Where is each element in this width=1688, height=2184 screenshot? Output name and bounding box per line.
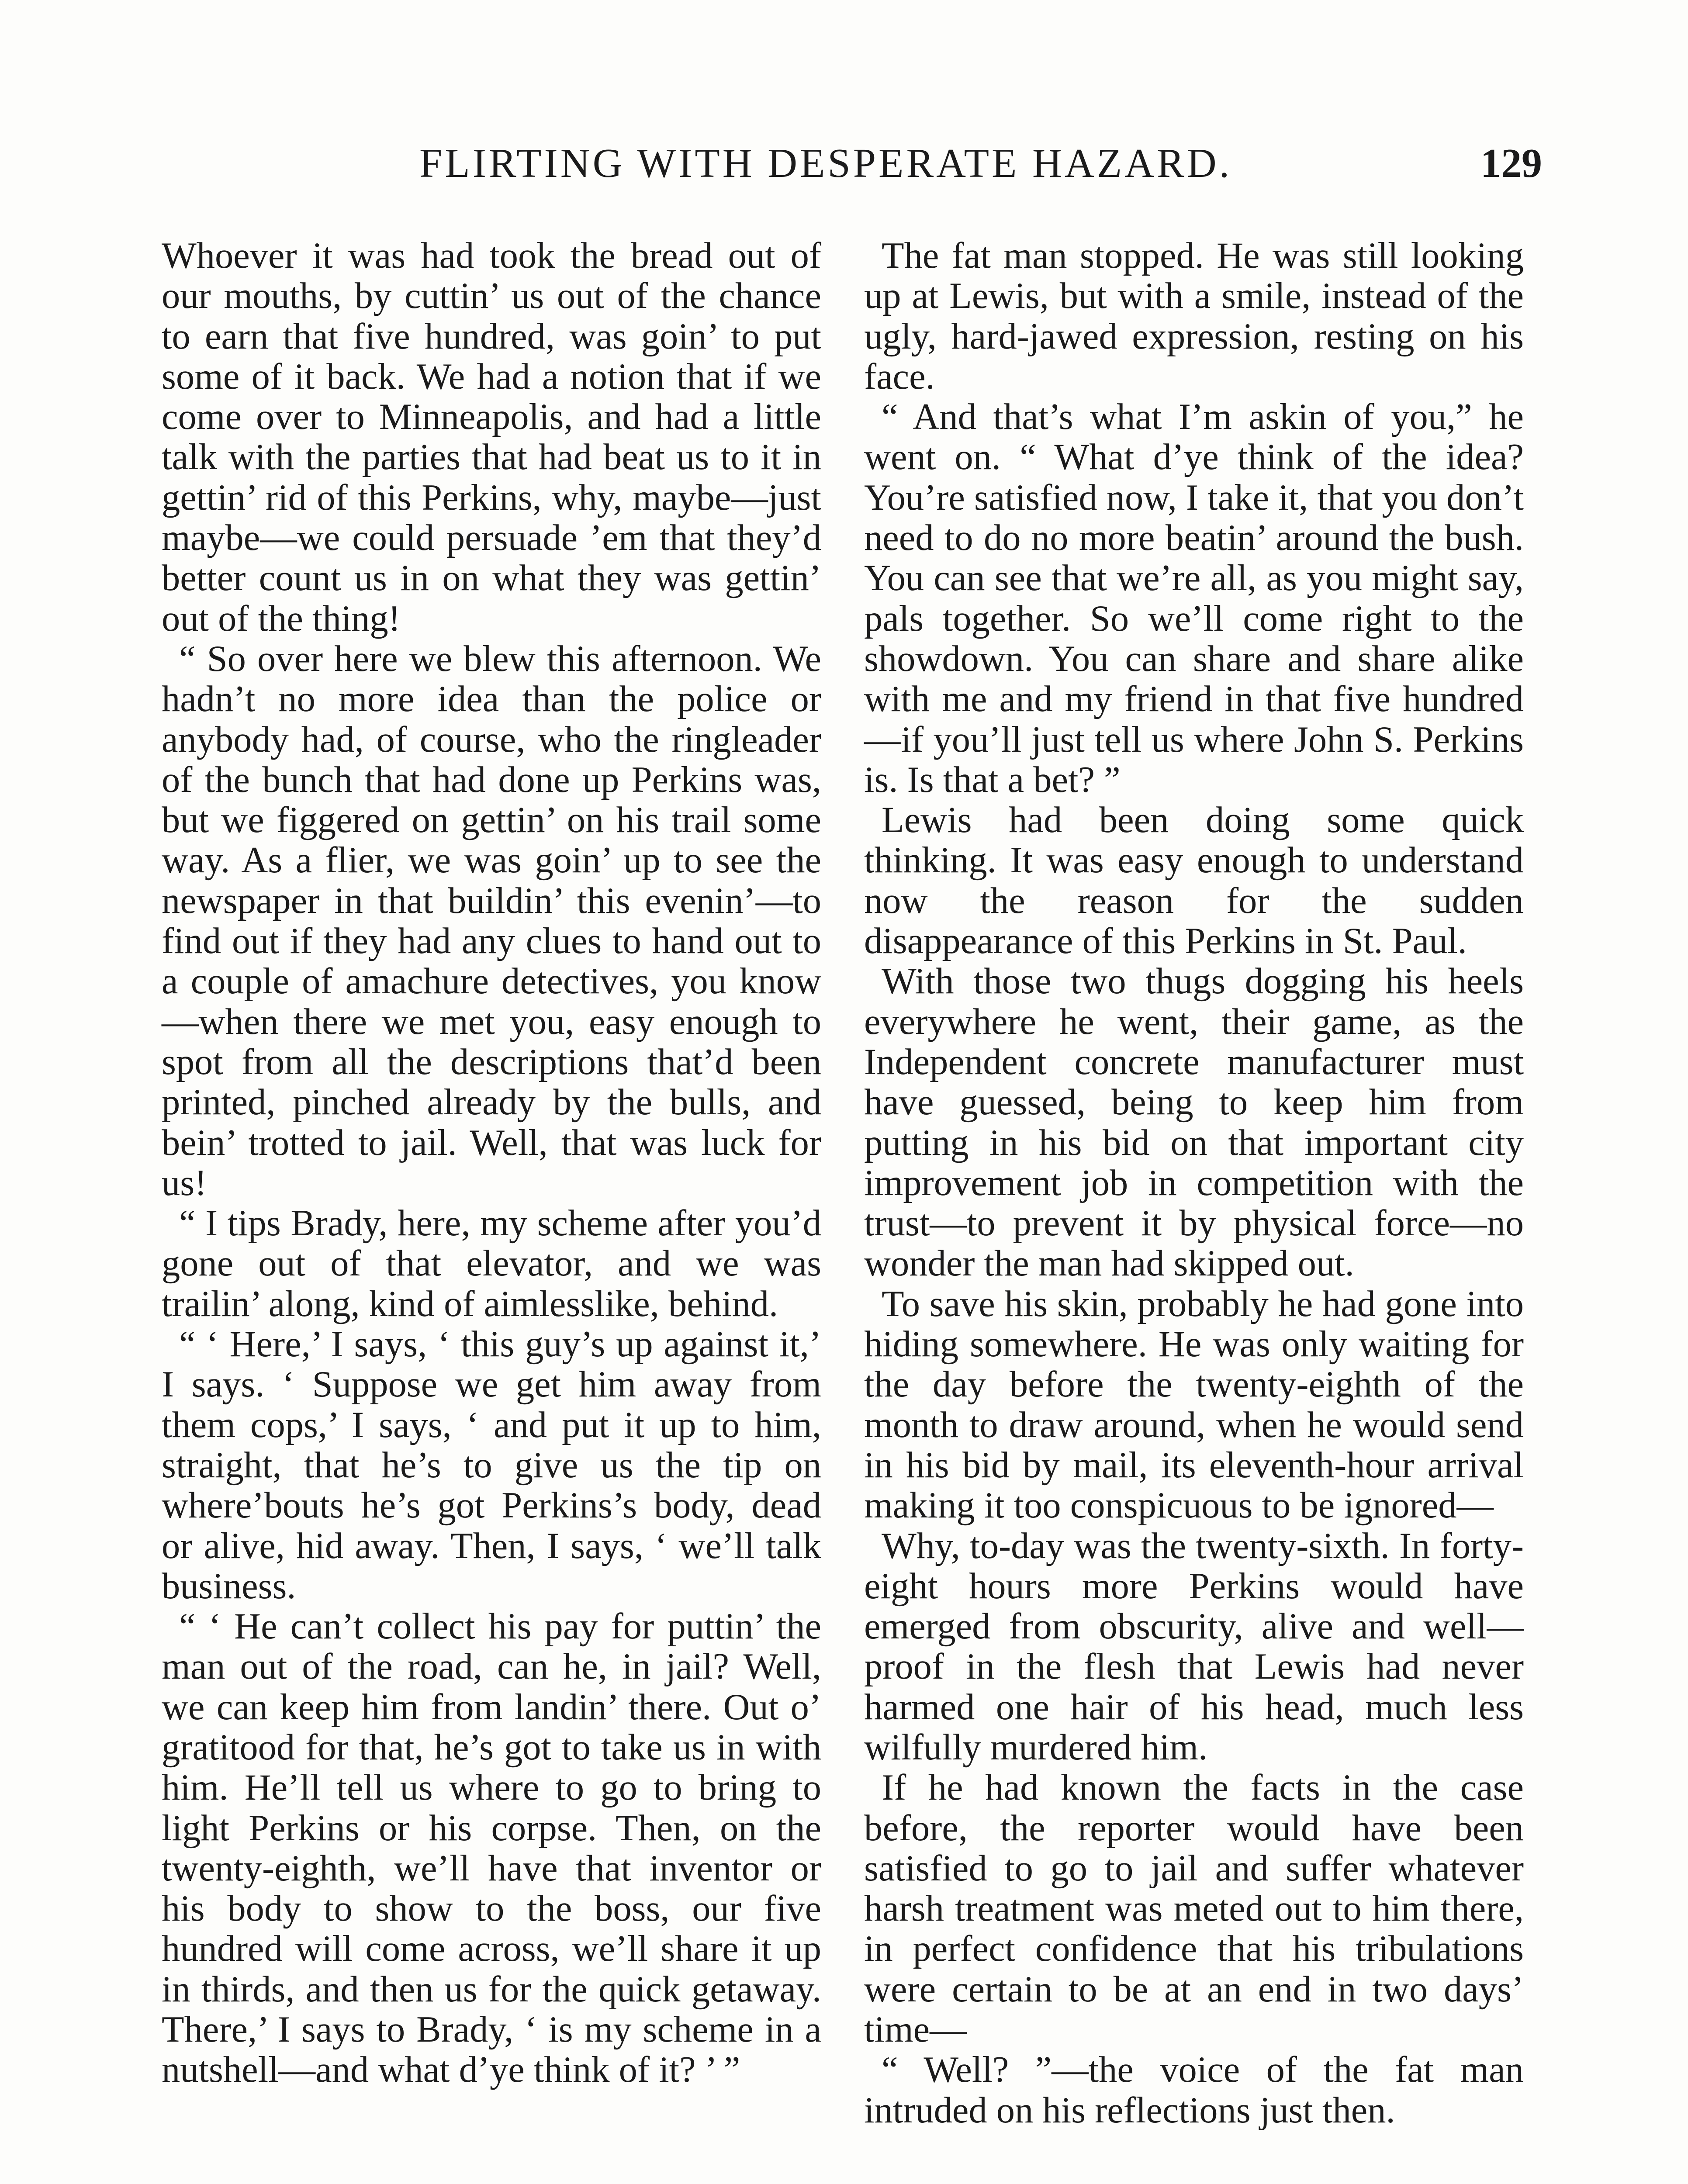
running-head: FLIRTING WITH DESPERATE HAZARD. [419,141,1232,186]
paragraph: “ Well? ”—the voice of the fat man intruded on his reflections just then. [864,2049,1524,2131]
paragraph: “ ‘ He can’t collect his pay for puttin’ the man out of the road, can he, in jail? Well, we can keep him from landin’ there. Out o’ gratitood for that, he’s got to take us in with him. He’ll tell us where to go to bring to light Perkins or his corpse. Then, on the twenty-eighth, we’ll have that inventor or his body to show to the boss, our five hundred will come across, we’ll share it up in thirds, and then us for the quick getaway. There,’ I says to Brady, ‘ is my scheme in a nutshell—and what d’ye think of it? ’ ” [162,1606,821,2091]
paragraph: If he had known the facts in the case before, the reporter would have been satisfied to go to jail and suffer whatever harsh treatment was meted out to him there, in perfect confidence that his tribulations were certain to be at an end in two days’ time— [864,1767,1524,2050]
paragraph: “ I tips Brady, here, my scheme after you’d gone out of that elevator, and we was trailin’ along, kind of aimlesslike, behind. [162,1203,821,1324]
paragraph: To save his skin, probably he had gone into hiding somewhere. He was only waiting for the day before the twenty-eighth of the month to draw around, when he would send in his bid by mail, its eleventh-hour arrival making it too conspicuous to be ignored— [864,1283,1524,1526]
page-number: 129 [1480,141,1542,186]
paragraph: Whoever it was had took the bread out of our mouths, by cuttin’ us out of the chance to earn that five hundred, was goin’ to put some of it back. We had a notion that if we come over to Minneapolis, and had a little talk with the parties that had beat us to it in gettin’ rid of this Perkins, why, maybe—just maybe—we could persuade ’em that they’d better count us in on what they was gettin’ out of the thing! [162,235,821,639]
paragraph: “ And that’s what I’m askin of you,” he went on. “ What d’ye think of the idea? You’re satisfied now, I take it, that you don’t need to do no more beatin’ around the bush. You can see that we’re all, as you might say, pals together. So we’ll come right to the showdown. You can share and share alike with me and my friend in that five hundred—if you’ll just tell us where John S. Perkins is. Is that a bet? ” [864,397,1524,800]
page-header [144,140,1542,197]
right-column [864,236,1524,2131]
paragraph: With those two thugs dogging his heels everywhere he went, their game, as the Independent concrete manufacturer must have guessed, being to keep him from putting in his bid on that important city improvement job in competition with the trust—to prevent it by physical force—no wonder the man had skipped out. [864,961,1524,1284]
paragraph: The fat man stopped. He was still looking up at Lewis, but with a smile, instead of the ugly, hard-jawed expression, resting on his face. [864,235,1524,397]
paragraph: Why, to-day was the twenty-sixth. In forty-eight hours more Perkins would have emerged from obscurity, alive and well—proof in the flesh that Lewis had never harmed one hair of his head, much less wilfully murdered him. [864,1525,1524,1768]
paragraph: Lewis had been doing some quick thinking. It was easy enough to understand now the reason for the sudden disappearance of this Perkins in St. Paul. [864,800,1524,962]
paragraph: “ So over here we blew this afternoon. We hadn’t no more idea than the police or anybody had, of course, who the ringleader of the bunch that had done up Perkins was, but we figgered on gettin’ on his trail some way. As a flier, we was goin’ up to see the newspaper in that buildin’ this evenin’—to find out if they had any clues to hand out to a couple of amachure detectives, you know—when there we met you, easy enough to spot from all the descriptions that’d been printed, pinched already by the bulls, and bein’ trotted to jail. Well, that was luck for us! [162,638,821,1203]
left-column [162,236,821,2091]
paragraph: “ ‘ Here,’ I says, ‘ this guy’s up against it,’ I says. ‘ Suppose we get him away from them cops,’ I says, ‘ and put it up to him, straight, that he’s to give us the tip on where’bouts he’s got Perkins’s body, dead or alive, hid away. Then, I says, ‘ we’ll talk business. [162,1324,821,1607]
